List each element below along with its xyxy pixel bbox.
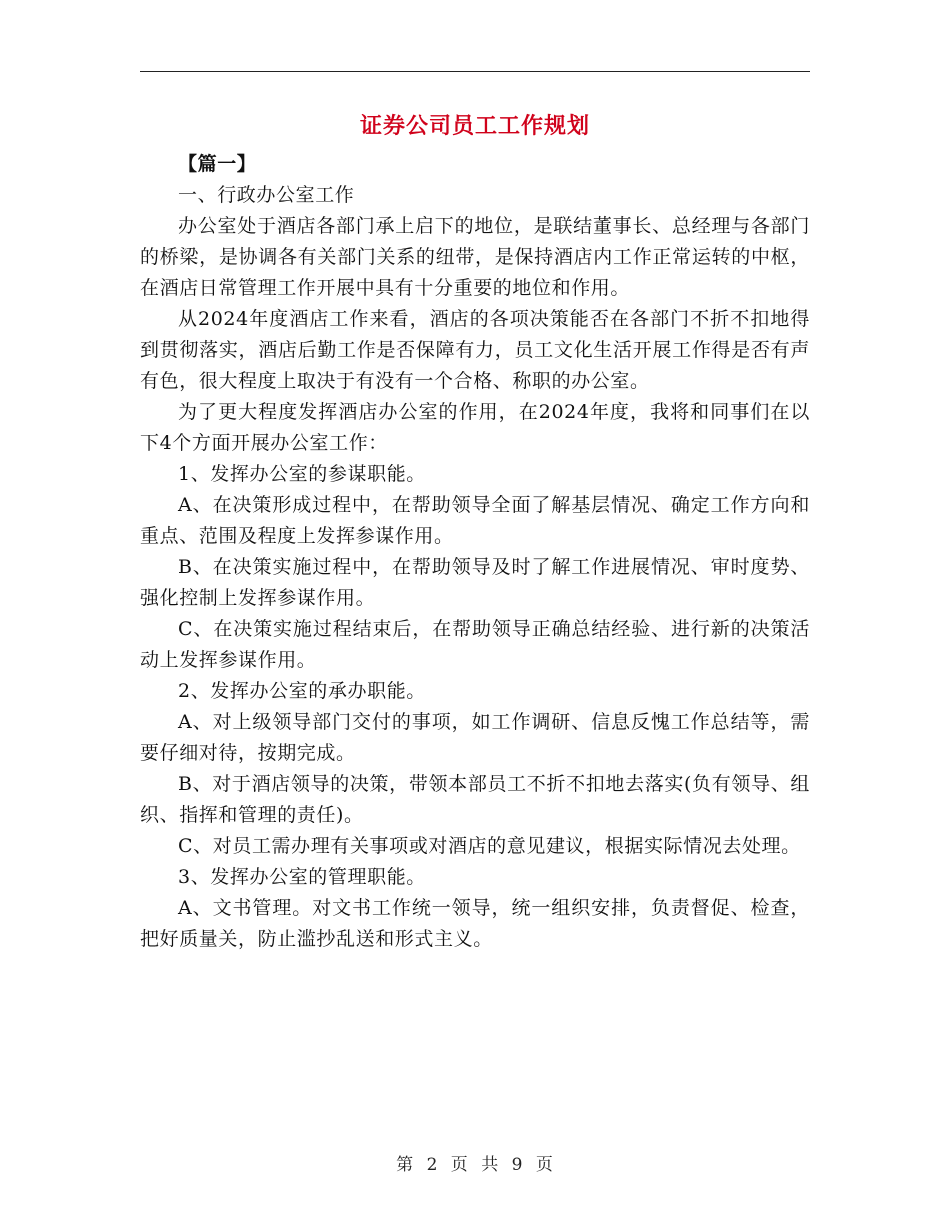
list-item: C、对员工需办理有关事项或对酒店的意见建议，根据实际情况去处理。: [178, 835, 801, 857]
document-title: 证券公司员工工作规划: [359, 113, 590, 139]
footer-prefix: 第: [396, 1155, 415, 1175]
list-heading: 1、发挥办公室的参谋职能。: [178, 463, 426, 485]
header-rule: [140, 71, 810, 72]
footer-page-word: 页: [450, 1155, 469, 1175]
list-heading: 2、发挥办公室的承办职能。: [178, 680, 426, 702]
list-item: C、在决策实施过程结束后，在帮助领导正确总结经验、进行新的决策活动上发挥参谋作用。: [140, 618, 810, 671]
footer-total-pages: 9: [511, 1155, 524, 1175]
page-footer: [0, 1150, 950, 1180]
section-heading: 【篇一】: [178, 153, 257, 175]
list-item: A、在决策形成过程中，在帮助领导全面了解基层情况、确定工作方向和重点、范围及程度上发挥参谋作用。: [140, 494, 810, 547]
footer-page-number: 2: [426, 1155, 439, 1175]
footer-total-word: 共: [481, 1155, 500, 1175]
footer-suffix: 页: [535, 1155, 554, 1175]
list-heading: 3、发挥办公室的管理职能。: [178, 866, 426, 888]
list-item: B、在决策实施过程中，在帮助领导及时了解工作进展情况、审时度势、强化控制上发挥参谋作用。: [140, 556, 810, 609]
subsection-heading: 一、行政办公室工作: [178, 184, 355, 206]
document-body: [140, 149, 810, 955]
body-paragraph: 为了更大程度发挥酒店办公室的作用，在2024年度，我将和同事们在以下4个方面开展办公室工作：: [140, 401, 810, 454]
list-item: A、文书管理。对文书工作统一领导，统一组织安排，负责督促、检查，把好质量关，防止滥抄乱送和形式主义。: [140, 897, 810, 950]
body-paragraph: 从2024年度酒店工作来看，酒店的各项决策能否在各部门不折不扣地得到贯彻落实，酒店后勤工作是否保障有力，员工文化生活开展工作得是否有声有色，很大程度上取决于有没有一个合格、称职的办公室。: [140, 308, 810, 392]
list-item: A、对上级领导部门交付的事项，如工作调研、信息反愧工作总结等，需要仔细对待，按期完成。: [140, 711, 810, 764]
body-paragraph: 办公室处于酒店各部门承上启下的地位，是联结董事长、总经理与各部门的桥梁，是协调各有关部门关系的纽带，是保持酒店内工作正常运转的中枢，在酒店日常管理工作开展中具有十分重要的地位和作用。: [140, 215, 810, 299]
list-item: B、对于酒店领导的决策，带领本部员工不折不扣地去落实(负有领导、组织、指挥和管理的责任)。: [140, 773, 810, 826]
